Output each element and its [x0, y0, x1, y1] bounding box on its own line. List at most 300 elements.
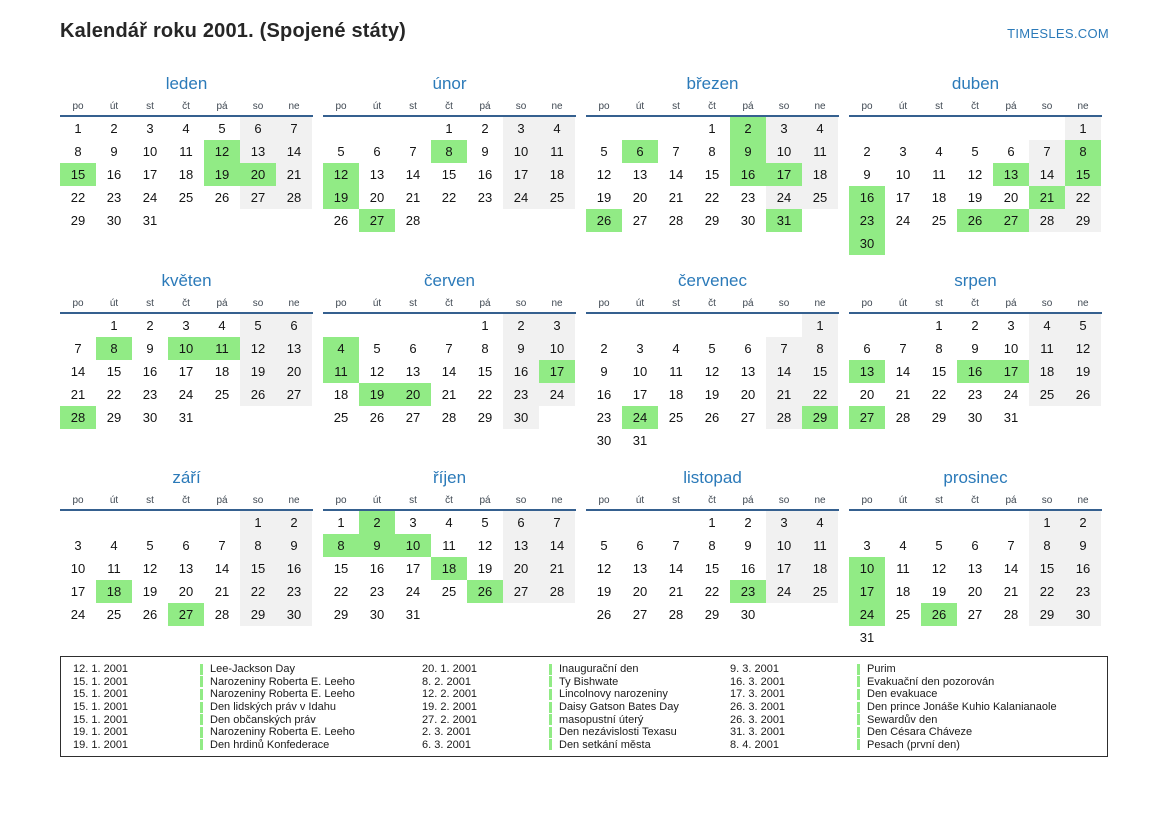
day-cell: 14 — [405, 167, 421, 182]
weekday-label: pá — [1005, 101, 1017, 112]
weekday-label: čt — [971, 495, 979, 506]
month-block — [586, 467, 839, 626]
day-cell: 9 — [730, 140, 766, 163]
empty-cell — [957, 511, 993, 534]
day-cell: 26 — [214, 190, 230, 205]
day-cell: 6 — [276, 314, 312, 337]
day-cell: 11 — [932, 167, 946, 182]
day-cell: 1 — [1029, 511, 1065, 534]
weekday-label: čt — [445, 495, 453, 506]
day-cell: 6 — [744, 341, 752, 356]
day-cell: 2 — [481, 121, 489, 136]
day-cell: 9 — [481, 144, 489, 159]
day-cell: 13 — [178, 561, 194, 576]
brand-link[interactable]: TIMESLES.COM — [1007, 26, 1109, 41]
day-cell: 10 — [632, 364, 648, 379]
days-grid — [586, 314, 839, 452]
holiday-marker-icon — [549, 714, 552, 725]
holiday-name: Den nezávislosti Texasu — [559, 726, 677, 739]
day-cell: 9 — [1065, 534, 1101, 557]
day-cell: 2 — [1065, 511, 1101, 534]
weekday-label: so — [252, 298, 264, 309]
holiday-marker-icon — [857, 676, 860, 687]
day-cell: 25 — [441, 584, 457, 599]
day-cell: 24 — [70, 607, 86, 622]
day-cell: 19 — [240, 360, 276, 383]
empty-cell — [730, 314, 766, 337]
holiday-date: 12. 2. 2001 — [422, 688, 478, 701]
empty-cell — [921, 232, 957, 255]
holiday-date: 9. 3. 2001 — [730, 663, 779, 676]
holiday-entry — [730, 739, 1107, 752]
holiday-name: Daisy Gatson Bates Day — [559, 701, 679, 714]
day-cell: 19 — [1065, 360, 1101, 383]
holiday-name: Inaugurační den — [559, 663, 639, 676]
day-cell: 24 — [405, 584, 421, 599]
empty-cell — [921, 117, 957, 140]
holiday-marker-icon — [857, 727, 860, 738]
weekday-label: po — [861, 298, 873, 309]
day-cell: 9 — [276, 534, 312, 557]
weekday-label: po — [598, 495, 610, 506]
weekday-label: po — [861, 495, 873, 506]
month-block — [849, 73, 1102, 255]
weekday-label: st — [672, 101, 680, 112]
day-cell: 18 — [802, 163, 838, 186]
weekday-label: čt — [708, 298, 716, 309]
day-cell: 1 — [337, 515, 345, 530]
day-cell: 2 — [863, 144, 871, 159]
day-cell: 20 — [276, 360, 312, 383]
weekday-label: po — [335, 298, 347, 309]
month-title: červen — [423, 271, 476, 290]
day-cell: 20 — [740, 387, 756, 402]
weekday-label: ne — [551, 298, 563, 309]
holiday-legend — [60, 656, 1108, 757]
weekday-label: pá — [742, 298, 754, 309]
month-title: srpen — [954, 271, 997, 290]
empty-cell — [885, 232, 921, 255]
day-cell: 17 — [70, 584, 86, 599]
day-cell: 29 — [1029, 603, 1065, 626]
day-cell: 3 — [1007, 318, 1015, 333]
weekday-label: st — [146, 298, 154, 309]
weekday-label: pá — [216, 101, 228, 112]
day-cell: 8 — [431, 140, 467, 163]
day-cell: 31 — [632, 433, 648, 448]
day-cell: 24 — [895, 213, 911, 228]
day-cell: 17 — [405, 561, 421, 576]
day-cell: 15 — [1029, 557, 1065, 580]
day-cell: 30 — [276, 603, 312, 626]
day-cell: 16 — [596, 387, 612, 402]
empty-cell — [921, 511, 957, 534]
empty-cell — [885, 511, 921, 534]
day-cell: 14 — [214, 561, 230, 576]
empty-cell — [503, 209, 539, 232]
day-cell: 25 — [106, 607, 122, 622]
day-cell: 30 — [503, 406, 539, 429]
holiday-entry — [422, 701, 730, 714]
day-cell: 31 — [178, 410, 194, 425]
weekday-header-row — [586, 296, 839, 314]
day-cell: 23 — [967, 387, 983, 402]
weekday-label: so — [778, 495, 790, 506]
day-cell: 12 — [240, 337, 276, 360]
day-cell: 4 — [802, 511, 838, 534]
holiday-name: Sewardův den — [867, 713, 938, 726]
holiday-entry — [730, 663, 1107, 676]
day-cell: 5 — [373, 341, 381, 356]
day-cell: 15 — [477, 364, 493, 379]
weekday-label: čt — [182, 101, 190, 112]
weekday-label: ne — [1077, 495, 1089, 506]
day-cell: 21 — [1003, 584, 1019, 599]
empty-cell — [1065, 406, 1101, 429]
day-cell: 26 — [596, 607, 612, 622]
day-cell: 18 — [1029, 360, 1065, 383]
weekday-label: ne — [288, 298, 300, 309]
day-cell: 11 — [1029, 337, 1065, 360]
empty-cell — [885, 117, 921, 140]
holiday-marker-icon — [549, 676, 552, 687]
holiday-marker-icon — [200, 714, 203, 725]
day-cell: 13 — [240, 140, 276, 163]
weekday-header-row — [849, 493, 1102, 511]
empty-cell — [802, 209, 838, 232]
holiday-name: Den lidských práv v Idahu — [210, 701, 336, 714]
day-cell: 15 — [240, 557, 276, 580]
holiday-entry — [73, 726, 422, 739]
day-cell: 7 — [899, 341, 907, 356]
day-cell: 17 — [993, 360, 1029, 383]
weekday-label: čt — [708, 101, 716, 112]
weekday-label: so — [778, 101, 790, 112]
holiday-name: Pesach (první den) — [867, 738, 960, 751]
holiday-entry — [73, 713, 422, 726]
day-cell: 10 — [766, 140, 802, 163]
empty-cell — [586, 511, 622, 534]
holiday-entry — [730, 726, 1107, 739]
day-cell: 31 — [142, 213, 158, 228]
empty-cell — [204, 406, 240, 429]
holiday-name: Den hrdinů Konfederace — [210, 738, 330, 751]
empty-cell — [921, 626, 957, 649]
empty-cell — [359, 314, 395, 337]
day-cell: 21 — [441, 387, 457, 402]
weekday-header-row — [323, 296, 576, 314]
legend-column — [422, 663, 730, 751]
day-cell: 30 — [740, 213, 756, 228]
weekday-label: pá — [1005, 298, 1017, 309]
day-cell: 7 — [445, 341, 453, 356]
month-block — [323, 73, 576, 232]
empty-cell — [957, 232, 993, 255]
day-cell: 30 — [849, 232, 885, 255]
day-cell: 16 — [369, 561, 385, 576]
weekday-label: st — [935, 495, 943, 506]
empty-cell — [957, 117, 993, 140]
weekday-label: ne — [814, 495, 826, 506]
holiday-name: Lincolnovy narozeniny — [559, 688, 668, 701]
weekday-label: so — [515, 495, 527, 506]
day-cell: 7 — [409, 144, 417, 159]
empty-cell — [467, 603, 503, 626]
month-title: únor — [432, 74, 467, 93]
day-cell: 10 — [539, 337, 575, 360]
holiday-marker-icon — [200, 676, 203, 687]
day-cell: 13 — [740, 364, 756, 379]
weekday-header-row — [849, 99, 1102, 117]
day-cell: 7 — [539, 511, 575, 534]
weekday-label: po — [335, 101, 347, 112]
day-cell: 13 — [967, 561, 983, 576]
day-cell: 22 — [1065, 186, 1101, 209]
holiday-entry — [422, 726, 730, 739]
holiday-marker-icon — [200, 727, 203, 738]
month-title: říjen — [432, 468, 467, 487]
day-cell: 18 — [895, 584, 911, 599]
month-block — [586, 270, 839, 452]
empty-cell — [586, 117, 622, 140]
day-cell: 10 — [1003, 341, 1019, 356]
holiday-date: 2. 3. 2001 — [422, 726, 471, 739]
holiday-name: Den prince Jonáše Kuhio Kalanianaole — [867, 701, 1057, 714]
day-cell: 2 — [110, 121, 118, 136]
day-cell: 1 — [74, 121, 82, 136]
day-cell: 19 — [204, 163, 240, 186]
day-cell: 2 — [146, 318, 154, 333]
empty-cell — [766, 429, 802, 452]
day-cell: 13 — [632, 561, 648, 576]
empty-cell — [431, 209, 467, 232]
day-cell: 30 — [967, 410, 983, 425]
day-cell: 8 — [935, 341, 943, 356]
empty-cell — [132, 511, 168, 534]
day-cell: 3 — [766, 117, 802, 140]
day-cell: 18 — [539, 163, 575, 186]
holiday-name: Narozeniny Roberta E. Leeho — [210, 688, 355, 701]
months-grid — [60, 73, 1102, 649]
empty-cell — [658, 117, 694, 140]
days-grid — [60, 117, 313, 232]
holiday-entry — [422, 713, 730, 726]
holiday-name: Ty Bishwate — [559, 675, 619, 688]
day-cell: 21 — [1029, 186, 1065, 209]
day-cell: 19 — [477, 561, 493, 576]
day-cell: 23 — [849, 209, 885, 232]
day-cell: 29 — [704, 213, 720, 228]
empty-cell — [586, 314, 622, 337]
day-cell: 21 — [276, 163, 312, 186]
day-cell: 16 — [730, 163, 766, 186]
day-cell: 7 — [276, 117, 312, 140]
day-cell: 27 — [849, 406, 885, 429]
holiday-name: masopustní úterý — [559, 713, 644, 726]
day-cell: 22 — [240, 580, 276, 603]
day-cell: 5 — [481, 515, 489, 530]
day-cell: 31 — [405, 607, 421, 622]
day-cell: 17 — [142, 167, 158, 182]
empty-cell — [539, 209, 575, 232]
weekday-label: st — [935, 298, 943, 309]
day-cell: 11 — [442, 538, 456, 553]
weekday-label: so — [515, 101, 527, 112]
day-cell: 9 — [146, 341, 154, 356]
weekday-label: pá — [216, 495, 228, 506]
weekday-label: út — [635, 101, 645, 112]
day-cell: 19 — [704, 387, 720, 402]
holiday-name: Den občanských práv — [210, 713, 316, 726]
empty-cell — [359, 117, 395, 140]
empty-cell — [323, 314, 359, 337]
weekday-label: út — [109, 101, 119, 112]
day-cell: 11 — [802, 140, 838, 163]
day-cell: 28 — [668, 213, 684, 228]
day-cell: 28 — [276, 186, 312, 209]
day-cell: 26 — [333, 213, 349, 228]
weekday-label: ne — [551, 495, 563, 506]
weekday-label: út — [372, 495, 382, 506]
day-cell: 16 — [477, 167, 493, 182]
day-cell: 1 — [708, 515, 716, 530]
days-grid — [849, 314, 1102, 429]
page-title: Kalendář roku 2001. (Spojené státy) — [60, 20, 407, 42]
holiday-entry — [422, 676, 730, 689]
holiday-date: 27. 2. 2001 — [422, 713, 478, 726]
day-cell: 22 — [1029, 580, 1065, 603]
day-cell: 20 — [395, 383, 431, 406]
day-cell: 18 — [931, 190, 947, 205]
empty-cell — [395, 117, 431, 140]
day-cell: 29 — [704, 607, 720, 622]
day-cell: 4 — [539, 117, 575, 140]
holiday-entry — [73, 701, 422, 714]
day-cell: 21 — [668, 584, 684, 599]
day-cell: 14 — [276, 140, 312, 163]
empty-cell — [539, 603, 575, 626]
day-cell: 3 — [899, 144, 907, 159]
empty-cell — [1029, 626, 1065, 649]
day-cell: 3 — [74, 538, 82, 553]
day-cell: 15 — [1065, 163, 1101, 186]
weekday-label: st — [409, 101, 417, 112]
empty-cell — [658, 511, 694, 534]
day-cell: 10 — [168, 337, 204, 360]
weekday-label: so — [1041, 298, 1053, 309]
day-cell: 29 — [1065, 209, 1101, 232]
days-grid — [60, 511, 313, 626]
empty-cell — [993, 232, 1029, 255]
weekday-label: ne — [1077, 298, 1089, 309]
weekday-header-row — [323, 493, 576, 511]
empty-cell — [467, 209, 503, 232]
day-cell: 17 — [539, 360, 575, 383]
holiday-entry — [73, 739, 422, 752]
empty-cell — [431, 314, 467, 337]
empty-cell — [849, 117, 885, 140]
day-cell: 2 — [503, 314, 539, 337]
holiday-marker-icon — [857, 689, 860, 700]
day-cell: 6 — [971, 538, 979, 553]
empty-cell — [395, 314, 431, 337]
day-cell: 7 — [1029, 140, 1065, 163]
empty-cell — [622, 314, 658, 337]
weekday-label: pá — [479, 495, 491, 506]
month-title: prosinec — [943, 468, 1008, 487]
day-cell: 21 — [405, 190, 421, 205]
holiday-date: 20. 1. 2001 — [422, 663, 478, 676]
holiday-date: 26. 3. 2001 — [730, 713, 786, 726]
day-cell: 6 — [182, 538, 190, 553]
empty-cell — [658, 429, 694, 452]
weekday-label: ne — [814, 298, 826, 309]
day-cell: 17 — [632, 387, 648, 402]
days-grid — [323, 314, 576, 429]
day-cell: 27 — [740, 410, 756, 425]
day-cell: 11 — [107, 561, 121, 576]
holiday-entry — [422, 663, 730, 676]
day-cell: 1 — [1065, 117, 1101, 140]
day-cell: 28 — [895, 410, 911, 425]
day-cell: 18 — [668, 387, 684, 402]
day-cell: 25 — [802, 186, 838, 209]
day-cell: 24 — [622, 406, 658, 429]
day-cell: 27 — [405, 410, 421, 425]
day-cell: 10 — [395, 534, 431, 557]
day-cell: 23 — [1065, 580, 1101, 603]
weekday-label: st — [935, 101, 943, 112]
day-cell: 25 — [333, 410, 349, 425]
day-cell: 23 — [142, 387, 158, 402]
day-cell: 11 — [539, 140, 575, 163]
day-cell: 22 — [441, 190, 457, 205]
empty-cell — [276, 406, 312, 429]
day-cell: 20 — [967, 584, 983, 599]
day-cell: 30 — [1065, 603, 1101, 626]
weekday-label: út — [109, 298, 119, 309]
weekday-label: pá — [1005, 495, 1017, 506]
day-cell: 1 — [445, 121, 453, 136]
weekday-label: st — [672, 298, 680, 309]
empty-cell — [1029, 232, 1065, 255]
day-cell: 28 — [214, 607, 230, 622]
holiday-date: 17. 3. 2001 — [730, 688, 786, 701]
day-cell: 8 — [481, 341, 489, 356]
day-cell: 23 — [477, 190, 493, 205]
holiday-date: 15. 1. 2001 — [73, 688, 129, 701]
day-cell: 28 — [405, 213, 421, 228]
empty-cell — [849, 511, 885, 534]
day-cell: 24 — [503, 186, 539, 209]
day-cell: 15 — [704, 561, 720, 576]
holiday-name: Lee-Jackson Day — [210, 663, 295, 676]
weekday-label: čt — [445, 298, 453, 309]
day-cell: 11 — [204, 337, 240, 360]
day-cell: 2 — [971, 318, 979, 333]
day-cell: 9 — [600, 364, 608, 379]
weekday-label: st — [146, 495, 154, 506]
day-cell: 25 — [895, 607, 911, 622]
day-cell: 2 — [276, 511, 312, 534]
day-cell: 14 — [1003, 561, 1019, 576]
weekday-label: čt — [445, 101, 453, 112]
day-cell: 13 — [369, 167, 385, 182]
weekday-label: so — [1041, 495, 1053, 506]
day-cell: 19 — [142, 584, 158, 599]
holiday-date: 12. 1. 2001 — [73, 663, 129, 676]
day-cell: 24 — [142, 190, 158, 205]
